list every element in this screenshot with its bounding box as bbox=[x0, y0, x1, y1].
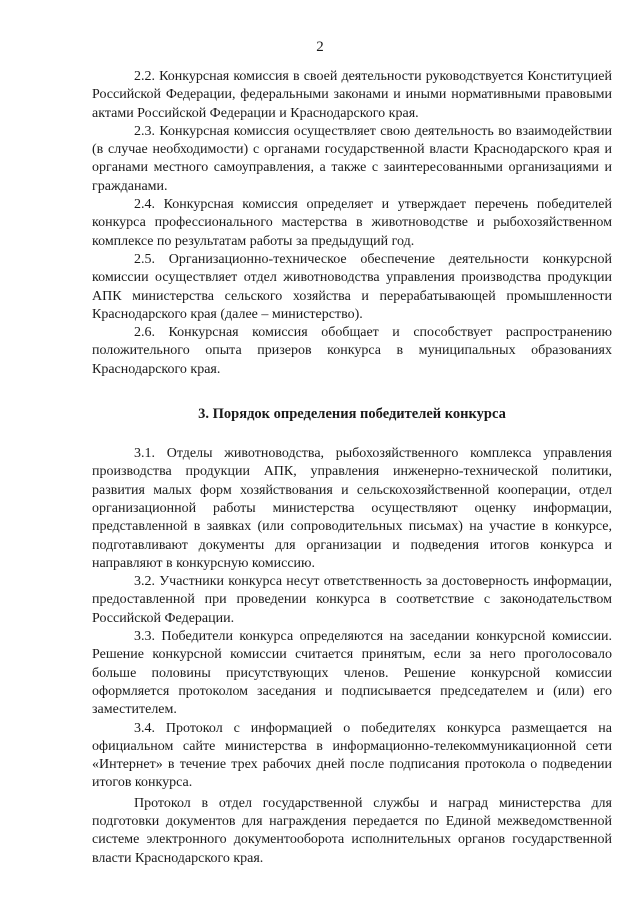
paragraph-2-5: 2.5. Организационно-техническое обеспечение деятельности конкурсной комиссии осуществляет отдел животноводства управления производства продукции АПК министерства сельского хозяйства и перерабатывающей промышленности Краснодарского края (далее – министерство). bbox=[92, 251, 612, 322]
paragraph-3-2: 3.2. Участники конкурса несут ответственность за достоверность информации, предоставленной при проведении конкурса в соответствие с законодательством Российской Федерации. bbox=[92, 574, 612, 626]
paragraph-3-4: 3.4. Протокол с информацией о победителях конкурса размещается на официальном сайте министерства в информационно-телекоммуникационной сети «Интернет» в течение трех рабочих дней после подписания протокола о подведении итогов конкурса. bbox=[92, 720, 612, 791]
paragraph-3-1: 3.1. Отделы животноводства, рыбохозяйственного комплекса управления производства продукции АПК, управления инженерно-технической политики, развития малых форм хозяйствования и сельскохозяйственной кооперации, отдел организационной работы министерства осуществляют оценку информации, представленной в заявках (или сопроводительных письмах) на участие в конкурсе, подготавливают документы для организации и подведения итогов конкурса и направляют в конкурсную комиссию. bbox=[92, 446, 612, 571]
page-number: 2 bbox=[316, 39, 324, 55]
section-3-heading: 3. Порядок определения победителей конкурса bbox=[198, 406, 506, 423]
paragraph-2-6: 2.6. Конкурсная комиссия обобщает и способствует распространению положительного опыта призеров конкурса в муниципальных образованиях Краснодарского края. bbox=[92, 325, 612, 377]
paragraph-3-3: 3.3. Победители конкурса определяются на заседании конкурсной комиссии. Решение конкурсной комиссии считается принятым, если за него проголосовало больше половины присутствующих членов. Решение конкурсной комиссии оформляется протоколом заседания и подписывается председателем и (или) его заместителем. bbox=[92, 629, 612, 718]
paragraph-2-4: 2.4. Конкурсная комиссия определяет и утверждает перечень победителей конкурса профессионального мастерства в животноводстве и рыбохозяйственном комплексе по результатам работы за предыдущий год. bbox=[92, 197, 612, 249]
paragraph-2-3: 2.3. Конкурсная комиссия осуществляет свою деятельность во взаимодействии (в случае необходимости) с органами государственной власти Краснодарского края и органами местного самоуправления, а также с заинтересованными организациями и гражданами. bbox=[92, 123, 612, 194]
document-body bbox=[92, 68, 612, 868]
paragraph-2-2: 2.2. Конкурсная комиссия в своей деятельности руководствуется Конституцией Российской Федерации, федеральными законами и иными нормативными правовыми актами Российской Федерации и Краснодарского края. bbox=[92, 69, 612, 121]
paragraph-protocol-transfer: Протокол в отдел государственной службы и наград министерства для подготовки документов для награждения передается по Единой межведомственной системе электронного документооборота исполнительных органов государственной власти Краснодарского края. bbox=[92, 795, 612, 866]
